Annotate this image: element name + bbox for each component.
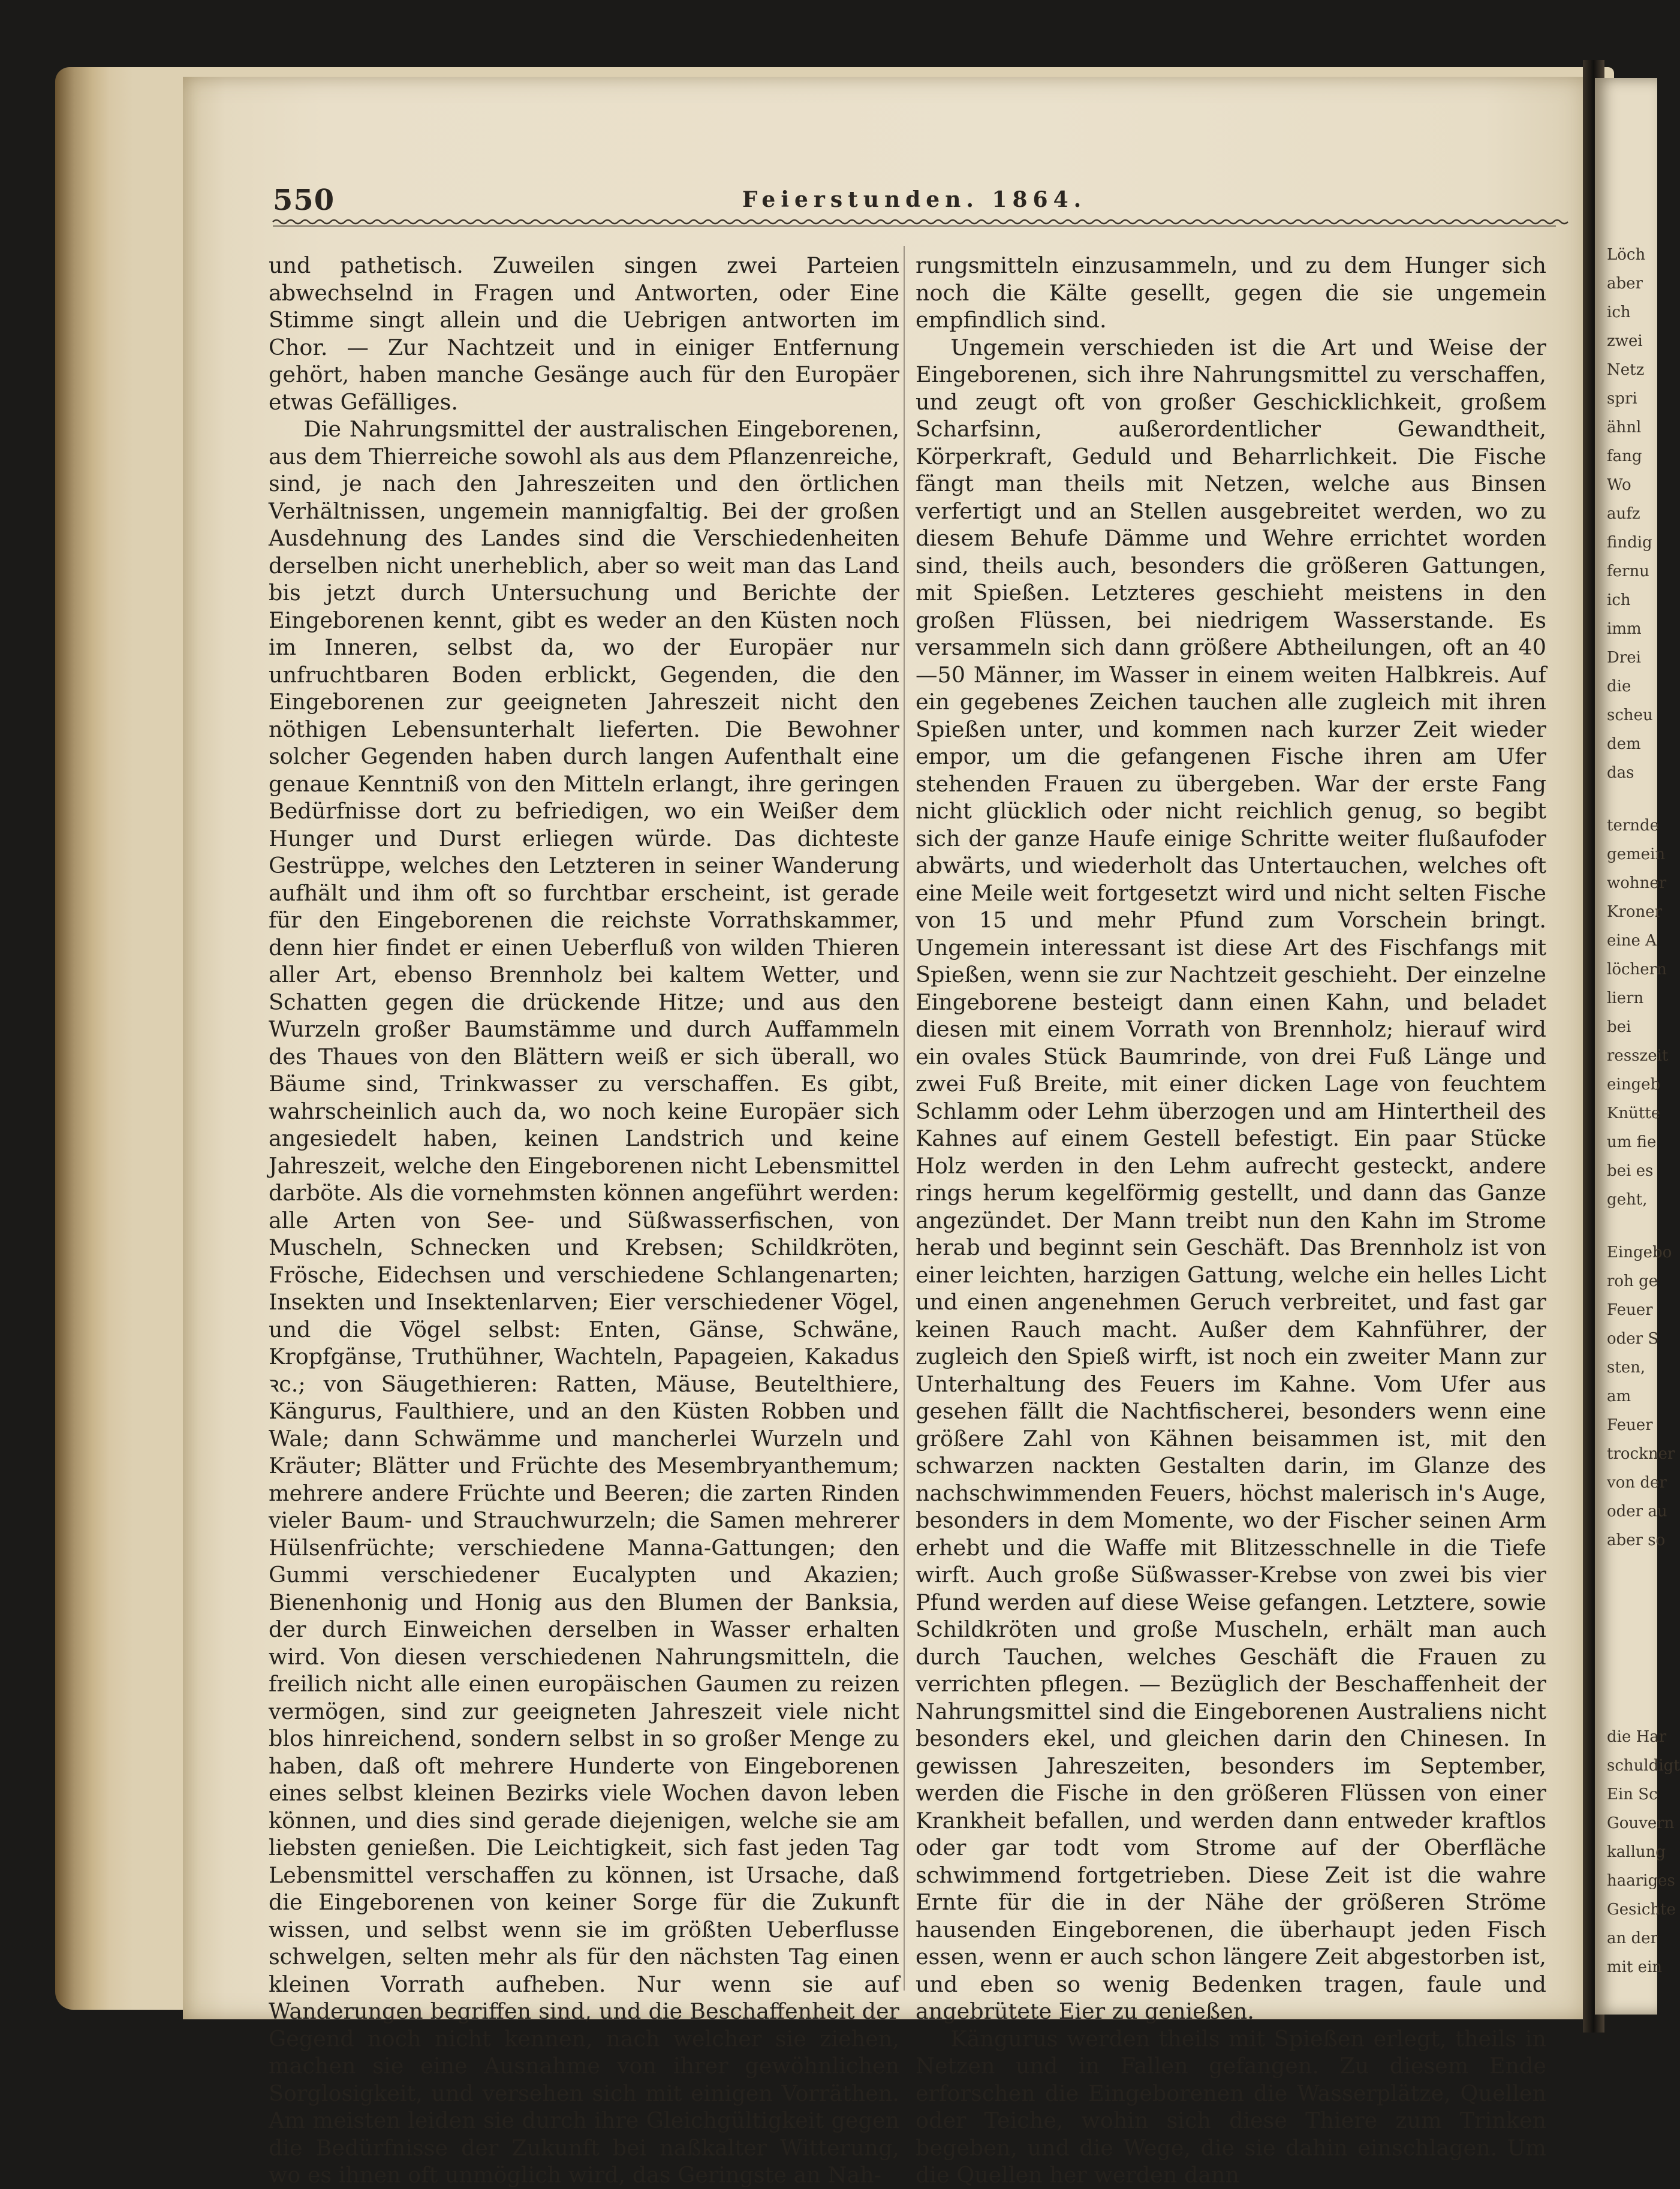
facing-page-text: wohner [1607, 874, 1667, 892]
facing-page-text: spri [1607, 390, 1637, 408]
facing-page-text: fang [1607, 447, 1642, 465]
facing-page-text: ternde [1607, 817, 1660, 835]
facing-page-text: ähnl [1607, 418, 1642, 436]
facing-page-text: bei es [1607, 1162, 1654, 1180]
facing-page-text: trockner [1607, 1445, 1675, 1463]
left-column [269, 252, 899, 2189]
facing-page-text: scheu [1607, 706, 1653, 724]
facing-page-text: Löch [1607, 246, 1646, 264]
facing-page-text: die [1607, 678, 1631, 695]
paragraph: Die Nahrungsmittel der australischen Eingeborenen, aus dem Thierreiche sowohl als aus dem Pflanzenreiche, sind, je nach den Jahreszeiten und den örtlichen Verhältnissen, ungemein mannigfaltig. Bei der großen Ausdehnung des Landes sind die Verschiedenheiten derselben nicht unerheblich, aber so weit man das Land bis jetzt durch Untersuchung und Berichte der Eingeborenen kennt, gibt es weder an den Küsten noch im Inneren, selbst da, wo der Europäer nur unfruchtbaren Boden erblickt, Gegenden, die den Eingeborenen zur geeigneten Jahreszeit nicht den nöthigen Lebensunterhalt lieferten. Die Bewohner solcher Gegenden haben durch langen Aufenthalt eine genaue Kenntniß von den Mitteln erlangt, ihre geringen Bedürfnisse dort zu befriedigen, wo ein Weißer dem Hunger und Durst erliegen würde. Das dichteste Gestrüppe, welches den Letzteren in seiner Wanderung aufhält und ihm oft so furchtbar erscheint, ist gerade für den Eingeborenen die reichste Vorrathskammer, denn hier findet er einen Ueberfluß von wilden Thieren aller Art, ebenso Brennholz bei kaltem Wetter, und Schatten gegen die drückende Hitze; und aus den Wurzeln großer Baumstämme und durch Auffammeln des Thaues von den Blättern weiß er sich überall, wo Bäume sind, Trinkwasser zu verschaffen. Es gibt, wahrscheinlich auch da, wo noch keine Europäer sich angesiedelt haben, keinen Landstrich und keine Jahreszeit, welche den Eingeborenen nicht Lebensmittel darböte. Als die vornehmsten können angeführt werden: alle Arten von See- und Süßwasserfischen, von Muscheln, Schnecken und Krebsen; Schildkröten, Frösche, Eidechsen und verschiedene Schlangenarten; Insekten und Insektenlarven; Eier verschiedener Vögel, und die Vögel selbst: Enten, Gänse, Schwäne, Kropfgänse, Truthühner, Wachteln, Papageien, Kakadus ꝛc.; von Säugethieren: Ratten, Mäuse, Beutelthiere, Kängurus, Faulthiere, und an den Küsten Robben und Wale; dann Schwämme und mancherlei Wurzeln und Kräuter; Blätter und Früchte des Mesembryanthemum; mehrere andere Früchte und Beeren; die zarten Rinden vieler Baum- und Strauchwurzeln; die Samen mehrerer Hülsenfrüchte; verschiedene Manna-Gattungen; den Gummi verschiedener Eucalypten und Akazien; Bienenhonig und Honig aus den Blumen der Banksia, der durch Einweichen derselben in Wasser erhalten wird. Von diesen verschiedenen Nahrungsmitteln, die freilich nicht alle einen europäischen Gaumen zu reizen vermögen, sind zur geeigneten Jahreszeit viele nicht blos hinreichend, sondern selbst in so großer Menge zu haben, daß oft mehrere Hunderte von Eingeborenen eines selbst kleinen Bezirks viele Wochen davon leben können, und dies sind gerade diejenigen, welche sie am liebsten genießen. Die Leichtigkeit, sich fast jeden Tag Lebensmittel verschaffen zu können, ist Ursache, daß die Eingeborenen von keiner Sorge für die Zukunft wissen, und selbst wenn sie im größten Ueberflusse schwelgen, selten mehr als für den nächsten Tag einen kleinen Vorrath aufheben. Nur wenn sie auf Wanderungen begriffen sind, und die Beschaffenheit der Gegend noch nicht kennen, nach welcher sie ziehen, machen sie eine Ausnahme von ihrer gewöhnlichen Sorglosigkeit, und versehen sich mit einigen Vorräthen. Am meisten leiden sie durch ihre Gleichgültigkeit gegen die Bedürfnisse der Zukunft bei naßkalter Witterung, wo es ihnen oft unmöglich wird, das Geringste an Nah- [269, 416, 899, 2188]
facing-page-text: Eingebo [1607, 1243, 1672, 1261]
facing-page-text: oder S [1607, 1330, 1659, 1348]
facing-page-text: resszeit [1607, 1047, 1669, 1065]
paragraph: rungsmitteln einzusammeln, und zu dem Hunger sich noch die Kälte gesellt, gegen die sie ungemein empfindlich sind. [916, 252, 1546, 333]
facing-page-text: bei [1607, 1018, 1631, 1036]
page-number: 550 [273, 183, 335, 217]
decorative-wavy-rule [273, 217, 1556, 228]
facing-page-text: Netz [1607, 361, 1645, 379]
facing-page-text: Ein Sc [1607, 1785, 1658, 1803]
facing-page-text: Wo [1607, 476, 1631, 494]
facing-page-text: zwei [1607, 332, 1643, 350]
facing-page-text: Gesichte [1607, 1901, 1676, 1919]
facing-page-text: aber [1607, 275, 1643, 293]
facing-page-text: Feuer [1607, 1301, 1653, 1319]
facing-page-text: roh ge [1607, 1272, 1658, 1290]
facing-page-text: Gouvern [1607, 1814, 1675, 1832]
page-header [273, 181, 1556, 217]
right-column [916, 252, 1546, 2189]
facing-page-text: am [1607, 1387, 1631, 1405]
facing-page-text: dem [1607, 735, 1641, 753]
facing-page-text: ich [1607, 591, 1631, 609]
running-title: Feierstunden. 1864. [742, 187, 1087, 212]
column-divider [904, 246, 905, 1991]
facing-page-text: oder au [1607, 1503, 1667, 1520]
facing-page-text: eine A [1607, 932, 1657, 950]
facing-page-text: löchern [1607, 960, 1667, 978]
facing-page-text: aber so [1607, 1531, 1666, 1549]
facing-page-text: Knütte [1607, 1104, 1661, 1122]
facing-page-text: das [1607, 764, 1634, 782]
facing-page-text: kallung [1607, 1843, 1666, 1861]
facing-page-text: die Har [1607, 1728, 1667, 1746]
facing-page-text: schuldigt [1607, 1757, 1680, 1775]
facing-page-text: um fie [1607, 1133, 1657, 1151]
facing-page-text: haariges [1607, 1872, 1675, 1890]
facing-page-text: an der [1607, 1929, 1658, 1947]
facing-page-fragment [1595, 78, 1680, 2015]
facing-page-text: aufz [1607, 505, 1640, 523]
paragraph: Ungemein verschieden ist die Art und Weise der Eingeborenen, sich ihre Nahrungsmittel zu verschaffen, und zeugt oft von großer Geschicklichkeit, großem Scharfsinn, außerordentlicher Gewandtheit, Körperkraft, Geduld und Beharrlichkeit. Die Fische fängt man theils mit Netzen, welche aus Binsen verfertigt und an Stellen ausgebreitet werden, wo zu diesem Behufe Dämme und Wehre errichtet worden sind, theils auch, besonders die größeren Gattungen, mit Spießen. Letzteres geschieht meistens in den großen Flüssen, bei niedrigem Wasserstande. Es versammeln sich dann größere Abtheilungen, oft an 40—50 Männer, im Wasser in einem weiten Halbkreis. Auf ein gegebenes Zeichen tauchen alle zugleich mit ihren Spießen unter, und kommen nach kurzer Zeit wieder empor, um die gefangenen Fische ihren am Ufer stehenden Frauen zu übergeben. War der erste Fang nicht glücklich oder nicht reichlich genug, so begibt sich der ganze Haufe einige Schritte weiter flußaufoder abwärts, und wiederholt das Untertauchen, welches oft eine Meile weit fortgesetzt wird und nicht selten Fische von 15 und mehr Pfund zum Vorschein bringt. Ungemein interessant ist diese Art des Fischfangs mit Spießen, wenn sie zur Nachtzeit geschieht. Der einzelne Eingeborene besteigt dann einen Kahn, und beladet diesen mit einem Vorrath von Brennholz; hierauf wird ein ovales Stück Baumrinde, von drei Fuß Länge und zwei Fuß Breite, mit einer dicken Lage von feuchtem Schlamm oder Lehm überzogen und am Hintertheil des Kahnes auf einem Gestell befestigt. Ein paar Stücke Holz werden in den Lehm aufrecht gesteckt, andere rings herum kegelförmig gestellt, und dann das Ganze angezündet. Der Mann treibt nun den Kahn im Strome herab und beginnt sein Geschäft. Das Brennholz ist von einer leichten, harzigen Gattung, welche ein helles Licht und einen angenehmen Geruch verbreitet, und fast gar keinen Rauch macht. Außer dem Kahnführer, der zugleich den Spieß wirft, ist noch ein zweiter Mann zur Unterhaltung des Feuers im Kahne. Vom Ufer aus gesehen fällt die Nachtfischerei, besonders wenn eine größere Zahl von Kähnen beisammen ist, mit den schwarzen nackten Gestalten darin, im Glanze des nachschwimmenden Feuers, höchst malerisch in's Auge, besonders in dem Momente, wo der Fischer seinen Arm erhebt und die Waffe mit Blitzesschnelle in die Tiefe wirft. Auch große Süßwasser-Krebse von zwei bis vier Pfund werden auf diese Weise gefangen. Letztere, sowie Schildkröten und große Muscheln, erhält man auch durch Tauchen, welches Geschäft die Frauen zu verrichten pflegen. — Bezüglich der Beschaffenheit der Nahrungsmittel sind die Eingeborenen Australiens nicht besonders ekel, und gleichen darin den Chinesen. In gewissen Jahreszeiten, besonders im September, werden die Fische in den größeren Flüssen von einer Krankheit befallen, und werden dann entweder kraftlos oder gar todt vom Strome auf der Oberfläche schwimmend fortgetrieben. Diese Zeit ist die wahre Ernte für die in der Nähe der größeren Ströme hausenden Eingeborenen, die überhaupt jeden Fisch essen, wenn er auch schon längere Zeit abgestorben ist, und eben so wenig Bedenken tragen, faule und angebrütete Eier zu genießen. [916, 334, 1546, 2024]
paragraph: Kängurus werden theils mit Spießen erlegt, theils in Netzen und in Fallen gefangen. Zu diesem Ende erforschen die Eingeborenen die Wasserplätze, Quellen oder Teiche, wohin sich diese Thiere zum Trinken begeben, und die Wege, die sie dahin einschlagen. Um die Quellen her werden dann [916, 2025, 1546, 2188]
facing-page-text: geht, [1607, 1191, 1648, 1209]
paragraph: und pathetisch. Zuweilen singen zwei Parteien abwechselnd in Fragen und Antworten, oder Eine Stimme singt allein und die Uebrigen antworten im Chor. — Zur Nachtzeit und in einiger Entfernung gehört, haben manche Gesänge auch für den Europäer etwas Gefälliges. [269, 252, 899, 415]
facing-page-text: von der [1607, 1474, 1667, 1492]
facing-page-text: liern [1607, 989, 1644, 1007]
facing-page-text: gemein [1607, 845, 1666, 863]
facing-page-text: eingeb [1607, 1076, 1661, 1094]
facing-page-text: Kroner [1607, 903, 1663, 921]
facing-page-text: findig [1607, 534, 1652, 552]
facing-page-text: Feuer [1607, 1416, 1653, 1434]
facing-page-text: fernu [1607, 562, 1649, 580]
facing-page-text: ich [1607, 303, 1631, 321]
facing-page-text: imm [1607, 620, 1642, 638]
facing-page-text: mit ein [1607, 1958, 1663, 1976]
facing-page-text: sten, [1607, 1359, 1646, 1377]
facing-page-text: Drei [1607, 649, 1641, 667]
